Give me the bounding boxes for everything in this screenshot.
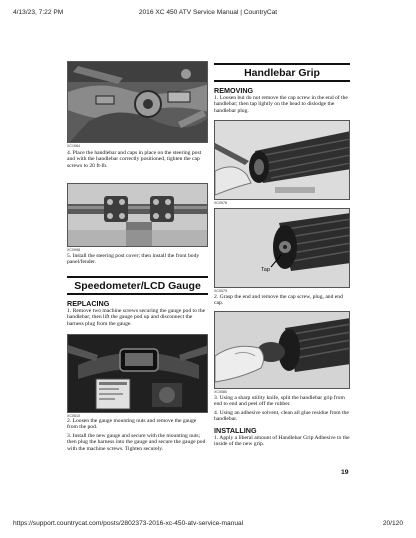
- step-2-text: 2. Loosen the gauge mounting nuts and remove the gauge from the pod.: [67, 418, 197, 431]
- step-5-text: 5. Install the steering post cover; then install the front body panel/fender.: [67, 253, 200, 266]
- tap-callout-label: Tap: [261, 267, 271, 273]
- step-1-text: 1. Loosen but do not remove the cap screw in the end of the handlebar; then tap lightly on the head to dislodge the handlebar plug.: [214, 95, 348, 114]
- step-4-text: 4. Place the handlebar and caps in place on the steering post and with the handlebar correctly positioned, tighten the cap screws to 20 ft-lb.: [67, 150, 202, 169]
- grip-tap-photo: [214, 120, 350, 200]
- figure-number: XC0578: [214, 201, 227, 205]
- section-title: Handlebar Grip: [244, 67, 320, 79]
- steering-post-photo: [67, 61, 208, 143]
- step-2-text: 2. Grasp the end and remove the cap screw, plug, and end cap.: [214, 294, 343, 307]
- print-url: https://support.countrycat.com/posts/2802373-2016-xc-450-atv-service-manual: [13, 520, 244, 527]
- manual-page-number: 19: [341, 469, 349, 476]
- figure-number: XC1064: [67, 144, 80, 148]
- figure-number: XC0610: [67, 414, 80, 418]
- grip-plug-photo: [214, 208, 350, 288]
- subheading-removing: REMOVING: [214, 86, 254, 95]
- grip-remove-photo: [214, 311, 350, 389]
- figure-number: XC0579: [214, 289, 227, 293]
- step-3-text: 3. Install the new gauge and secure with the mounting nuts; then plug the harness into the gauge and secure the gauge pod with the machine screws. Tighten securely.: [67, 433, 206, 452]
- step-3-text: 3. Using a sharp utility knife, split the handlebar grip from end to end and peel off the rubber.: [214, 395, 345, 408]
- subheading-installing: INSTALLING: [214, 426, 257, 435]
- step-1-text: 1. Remove two machine screws securing the gauge pod to the handlebar; then lift the gauge pod up and disconnect the harness plug from the gauge.: [67, 308, 206, 327]
- step-4-text: 4. Using an adhesive solvent, clean all glue residue from the handlebar.: [214, 410, 349, 423]
- section-title: Speedometer/LCD Gauge: [74, 280, 201, 292]
- install-step-1-text: 1. Apply a liberal amount of Handlebar Grip Adhesive to the inside of the new grip.: [214, 435, 350, 448]
- print-page-title: 2016 XC 450 ATV Service Manual | CountryCat: [138, 9, 278, 16]
- figure-number: XC0580: [214, 390, 227, 394]
- print-page-counter: 20/120: [382, 520, 403, 527]
- handlebar-caps-photo: [67, 183, 208, 247]
- print-datetime: 4/13/23, 7:22 PM: [13, 9, 64, 16]
- subheading: REPLACING: [67, 299, 110, 308]
- gauge-pod-photo: [67, 334, 208, 413]
- figure-number: XC0998: [67, 248, 80, 252]
